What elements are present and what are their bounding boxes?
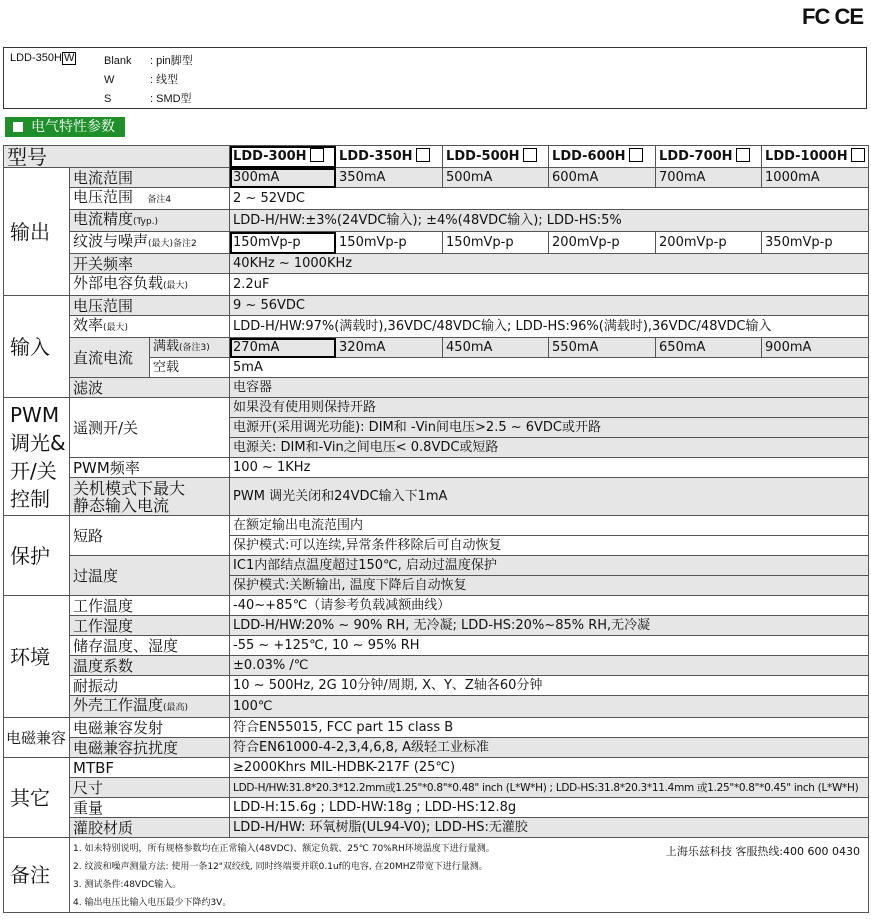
table-row: 保护模式:关断输出, 温度下降后自动恢复 <box>4 576 869 596</box>
table-row: 温度系数 ±0.03% /℃ <box>4 656 869 676</box>
ordering-info-box <box>3 47 867 109</box>
sub-label: 满载(备注3) <box>150 338 230 358</box>
certification-logos: FC CE <box>802 4 863 29</box>
square-icon <box>13 122 23 132</box>
row-label: 纹波与噪声(最大)备注2 <box>70 232 230 254</box>
table-row: 外部电容负载(最大) 2.2uF <box>4 274 869 296</box>
category-protection: 保护 <box>4 516 70 596</box>
table-row: 储存温度、湿度 -55 ~ +125℃, 10 ~ 95% RH <box>4 636 869 656</box>
table-row: 输入 电压范围 9 ~ 56VDC <box>4 296 869 316</box>
ordering-option: W : 线型 <box>104 74 179 86</box>
part-number: LDD-350H W <box>10 52 75 64</box>
row-label: 电压范围 <box>70 296 230 316</box>
row-label: 过温度 <box>70 556 230 596</box>
table-row: 电流精度(Typ.) LDD-H/HW:±3%(24VDC输入); ±4%(48VDC输入); LDD-HS:5% <box>4 210 869 232</box>
row-label: 短路 <box>70 516 230 556</box>
row-label: 电磁兼容发射 <box>70 718 230 738</box>
table-row: 电源开(采用调光功能): DIM和 -Vin间电压>2.5 ~ 6VDC或开路 <box>4 418 869 438</box>
row-label: 直流电流 <box>70 338 150 378</box>
row-label: 电磁兼容抗扰度 <box>70 738 230 758</box>
row-label: 外部电容负载(最大) <box>70 274 230 296</box>
row-label: MTBF <box>70 758 230 778</box>
row-label: 外壳工作温度(最高) <box>70 696 230 718</box>
model-cell: LDD-300H <box>230 146 336 168</box>
table-row: 电磁兼容抗扰度 符合EN61000-4-2,3,4,6,8, A级轻工业标准 <box>4 738 869 758</box>
model-cell: LDD-500H <box>443 146 549 168</box>
row-label: 储存温度、湿度 <box>70 636 230 656</box>
row-label: 电流范围 <box>70 168 230 188</box>
row-label: 重量 <box>70 798 230 818</box>
notes-cell <box>70 838 869 913</box>
table-row: 滤波 电容器 <box>4 378 869 398</box>
category-others: 其它 <box>4 758 70 838</box>
model-cell: LDD-700H <box>656 146 762 168</box>
table-row: 尺寸 LDD-H/HW:31.8*20.3*12.2mm或1.25"*0.8"*0.48" inch (L*W*H) ; LDD-HS:31.8*20.3*11.4mm 或1.25"*0.8"*0.45" inch (L*W*H) <box>4 778 869 798</box>
table-row: PWM 调光& 开/关 控制 遥测开/关 如果没有使用则保持开路 <box>4 398 869 418</box>
model-cell: LDD-1000H <box>762 146 869 168</box>
model-row <box>4 146 869 168</box>
model-cell: LDD-350H <box>336 146 443 168</box>
table-row: 外壳工作温度(最高) 100℃ <box>4 696 869 718</box>
section-title: 电气特性参数 <box>5 117 125 137</box>
category-environment: 环境 <box>4 596 70 718</box>
table-row <box>4 838 869 913</box>
ordering-option: Blank : pin脚型 <box>104 55 193 67</box>
table-row: PWM频率 100 ~ 1KHz <box>4 458 869 478</box>
table-row: 保护模式:可以连续,异常条件移除后可自动恢复 <box>4 536 869 556</box>
part-suffix-box: W <box>63 52 75 64</box>
table-row: 其它 MTBF ≥2000Khrs MIL-HDBK-217F (25℃) <box>4 758 869 778</box>
checkbox-icon <box>416 148 430 162</box>
table-row: 保护 短路 在额定输出电流范围内 <box>4 516 869 536</box>
table-row: 灌胶材质 LDD-H/HW: 环氧树脂(UL94-V0); LDD-HS:无灌胶 <box>4 818 869 838</box>
row-label: 工作湿度 <box>70 616 230 636</box>
model-label: 型号 <box>4 146 230 168</box>
row-label: 灌胶材质 <box>70 818 230 838</box>
category-pwm: PWM 调光& 开/关 控制 <box>4 398 70 516</box>
table-row: 过温度 IC1内部结点温度超过150℃, 启动过温度保护 <box>4 556 869 576</box>
ordering-option: S : SMD型 <box>104 93 192 105</box>
category-emc: 电磁兼容 <box>4 718 70 758</box>
row-label: 尺寸 <box>70 778 230 798</box>
checkbox-icon <box>851 148 865 162</box>
model-cell: LDD-600H <box>549 146 656 168</box>
table-row: 耐振动 10 ~ 500Hz, 2G 10分钟/周期, X、Y、Z轴各60分钟 <box>4 676 869 696</box>
table-row: 开关频率 40KHz ~ 1000KHz <box>4 254 869 274</box>
table-row: 工作湿度 LDD-H/HW:20% ~ 90% RH, 无冷凝; LDD-HS:20%~85% RH,无冷凝 <box>4 616 869 636</box>
sub-label: 空载 <box>150 358 230 378</box>
category-notes: 备注 <box>4 838 70 913</box>
table-row: 电磁兼容 电磁兼容发射 符合EN55015, FCC part 15 class B <box>4 718 869 738</box>
row-label: PWM频率 <box>70 458 230 478</box>
hotline: 上海乐兹科技 客服热线:400 600 0430 <box>665 845 861 858</box>
row-label: 电流精度(Typ.) <box>70 210 230 232</box>
row-label: 工作温度 <box>70 596 230 616</box>
row-label: 开关频率 <box>70 254 230 274</box>
note-line: 3. 测试条件:48VDC输入。 <box>73 880 182 890</box>
checkbox-icon <box>310 148 324 162</box>
category-output: 输出 <box>4 168 70 296</box>
row-label: 滤波 <box>70 378 230 398</box>
table-row: 电压范围 备注4 2 ~ 52VDC <box>4 188 869 210</box>
table-row: 空载 5mA <box>4 358 869 378</box>
note-line: 2. 纹波和噪声测量方法: 使用一条12"双绞线, 同时终端要并联0.1uf的电容, 在20MHZ带宽下进行量测。 <box>73 862 488 872</box>
checkbox-icon <box>523 148 537 162</box>
table-row: 纹波与噪声(最大)备注2 150mVp-p 150mVp-p 150mVp-p 200mVp-p 200mVp-p 350mVp-p <box>4 232 869 254</box>
table-row: 直流电流 满载(备注3) 270mA 320mA 450mA 550mA 650mA 900mA <box>4 338 869 358</box>
row-label: 耐振动 <box>70 676 230 696</box>
table-row: 关机模式下最大 静态输入电流 PWM 调光关闭和24VDC输入下1mA <box>4 478 869 516</box>
table-row: 重量 LDD-H:15.6g ; LDD-HW:18g ; LDD-HS:12.8g <box>4 798 869 818</box>
category-input: 输入 <box>4 296 70 398</box>
row-label: 关机模式下最大 静态输入电流 <box>70 478 230 516</box>
note-line: 4. 输出电压比输入电压最少下降约3V。 <box>73 898 232 908</box>
table-row: 电源关: DIM和-Vin之间电压< 0.8VDC或短路 <box>4 438 869 458</box>
spec-table <box>3 145 869 913</box>
checkbox-icon <box>736 148 750 162</box>
row-label: 遥测开/关 <box>70 398 230 458</box>
row-label: 温度系数 <box>70 656 230 676</box>
table-row: 效率(最大) LDD-H/HW:97%(满载时),36VDC/48VDC输入; LDD-HS:96%(满载时),36VDC/48VDC输入 <box>4 316 869 338</box>
row-label: 电压范围 备注4 <box>70 188 230 210</box>
table-row: 输出 电流范围 300mA 350mA 500mA 600mA 700mA 1000mA <box>4 168 869 188</box>
row-label: 效率(最大) <box>70 316 230 338</box>
checkbox-icon <box>629 148 643 162</box>
note-line: 1. 如未特别说明，所有规格参数均在正常输入(48VDC)、额定负载、25℃ 70%RH环境温度下进行量测。 <box>73 844 495 854</box>
table-row: 环境 工作温度 -40~+85℃（请参考负载减额曲线） <box>4 596 869 616</box>
